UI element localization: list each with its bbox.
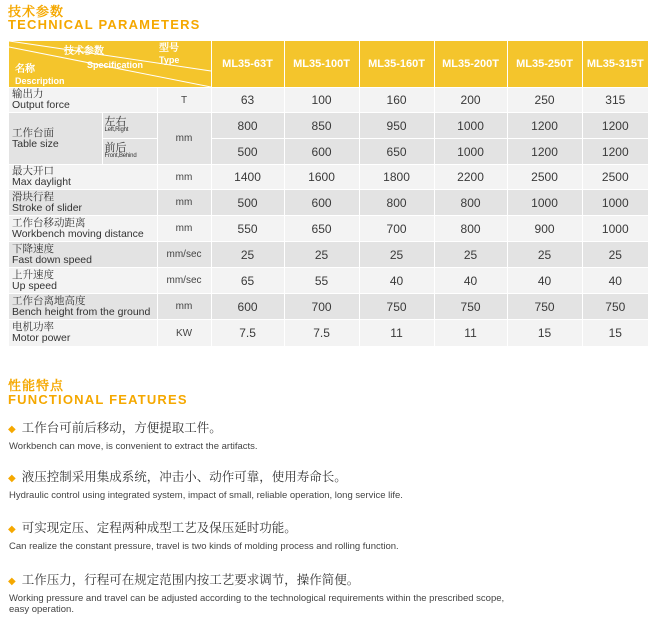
feature-cn: 液压控制采用集成系统，冲击小、动作可靠，使用寿命长。 [21, 470, 347, 484]
cell-value: 1200 [507, 113, 582, 139]
feature-en: Can realize the constant pressure, travel is two kinds of molding process and rolling function. [9, 541, 399, 552]
row-name-cn: 下降速度 [12, 242, 54, 255]
row-name-cn: 滑块行程 [12, 190, 54, 203]
table-row [9, 320, 648, 347]
header-name-cn: 名称 [15, 64, 35, 75]
cell-value: 1600 [284, 165, 359, 190]
row-unit: mm [157, 216, 211, 242]
row-name-en: Table size [12, 137, 59, 150]
cell-value: 850 [284, 113, 359, 139]
header-type-cn: 型号 [159, 43, 179, 54]
row-unit: mm [157, 113, 211, 165]
model-header: ML35-100T [284, 41, 359, 88]
cell-value: 1200 [507, 139, 582, 165]
feature-en: Working pressure and travel can be adjusted according to the technological requirements within the prescribed scope, easy operation. [9, 593, 505, 615]
cell-value: 950 [359, 113, 434, 139]
header-name-en: Description [15, 76, 65, 86]
cell-value: 25 [211, 242, 284, 268]
header-spec-en: Specification [87, 60, 144, 70]
cell-value: 315 [582, 88, 648, 113]
cell-value: 100 [284, 88, 359, 113]
diamond-bullet-icon: ◆ [8, 524, 16, 535]
cell-value: 700 [284, 294, 359, 320]
cell-value: 1000 [582, 216, 648, 242]
cell-value: 40 [582, 268, 648, 294]
row-name-en: Fast down speed [12, 253, 92, 266]
cell-value: 1200 [582, 113, 648, 139]
cell-value: 500 [211, 190, 284, 216]
model-header: ML35-160T [359, 41, 434, 88]
row-name-cn: 工作台面 [12, 126, 54, 139]
cell-value: 250 [507, 88, 582, 113]
feature-item [8, 470, 628, 501]
cell-value: 750 [582, 294, 648, 320]
feature-cn: 工作压力，行程可在规定范围内按工艺要求调节，操作简便。 [21, 573, 360, 587]
row-unit: mm/sec [157, 268, 211, 294]
diamond-bullet-icon: ◆ [8, 473, 16, 484]
cell-value: 600 [211, 294, 284, 320]
cell-value: 800 [359, 190, 434, 216]
cell-value: 40 [359, 268, 434, 294]
cell-value: 1000 [434, 139, 507, 165]
diamond-bullet-icon: ◆ [8, 576, 16, 587]
cell-value: 11 [359, 320, 434, 347]
header-corner-cell [9, 41, 211, 87]
row-name-cn: 上升速度 [12, 268, 54, 281]
sub-name-cn: 左右 [104, 116, 127, 128]
cell-value: 900 [507, 216, 582, 242]
feature-en: Workbench can move, is convenient to extract the artifacts. [9, 441, 258, 452]
feature-cn: 可实现定压、定程两种成型工艺及保压延时功能。 [21, 521, 297, 535]
table-row [9, 165, 648, 190]
feature-item [8, 573, 628, 615]
sub-name-cn: 前后 [104, 142, 127, 154]
table-row [9, 242, 648, 268]
feature-item [8, 421, 628, 452]
row-unit: mm [157, 190, 211, 216]
technical-title-en: TECHNICAL PARAMETERS [8, 17, 201, 32]
cell-value: 55 [284, 268, 359, 294]
row-unit: mm [157, 165, 211, 190]
row-name-cn: 电机功率 [12, 321, 54, 333]
technical-title-cn: 技术参数 [8, 4, 65, 19]
cell-value: 25 [284, 242, 359, 268]
cell-value: 25 [582, 242, 648, 268]
cell-value: 750 [359, 294, 434, 320]
sub-name-en: Left,Right [104, 127, 129, 133]
cell-value: 25 [434, 242, 507, 268]
cell-value: 160 [359, 88, 434, 113]
cell-value: 15 [582, 320, 648, 347]
cell-value: 2500 [582, 165, 648, 190]
row-name-cn: 最大开口 [12, 165, 54, 177]
cell-value: 1400 [211, 165, 284, 190]
row-unit: mm/sec [157, 242, 211, 268]
row-name-en: Up speed [12, 279, 57, 292]
features-title-cn: 性能特点 [8, 378, 65, 393]
table-row [9, 216, 648, 242]
cell-value: 750 [507, 294, 582, 320]
cell-value: 40 [507, 268, 582, 294]
cell-value: 63 [211, 88, 284, 113]
table-row [9, 88, 648, 113]
row-name-en: Stroke of slider [12, 201, 83, 214]
header-spec-cn: 技术参数 [64, 46, 104, 57]
cell-value: 800 [211, 113, 284, 139]
cell-value: 2200 [434, 165, 507, 190]
table-header-row [9, 41, 648, 88]
row-name-cn: 输出力 [12, 88, 44, 100]
cell-value: 550 [211, 216, 284, 242]
cell-value: 40 [434, 268, 507, 294]
cell-value: 1000 [582, 190, 648, 216]
cell-value: 15 [507, 320, 582, 347]
cell-value: 700 [359, 216, 434, 242]
row-unit: T [157, 88, 211, 113]
cell-value: 1800 [359, 165, 434, 190]
parameters-table [9, 41, 648, 347]
cell-value: 600 [284, 139, 359, 165]
cell-value: 11 [434, 320, 507, 347]
row-unit: KW [157, 320, 211, 347]
cell-value: 800 [434, 190, 507, 216]
cell-value: 7.5 [284, 320, 359, 347]
model-header: ML35-250T [507, 41, 582, 88]
cell-value: 25 [507, 242, 582, 268]
table-row [9, 294, 648, 320]
feature-cn: 工作台可前后移动，方便提取工件。 [21, 421, 222, 435]
cell-value: 25 [359, 242, 434, 268]
row-unit: mm [157, 294, 211, 320]
feature-en: Hydraulic control using integrated system, impact of small, reliable operation, long service life. [9, 490, 403, 501]
row-name-en: Output force [12, 99, 70, 111]
table-row [9, 139, 648, 165]
cell-value: 1000 [507, 190, 582, 216]
row-name-cn: 工作台离地高度 [12, 294, 86, 307]
table-row [9, 190, 648, 216]
feature-item [8, 521, 628, 552]
cell-value: 7.5 [211, 320, 284, 347]
row-name-en: Motor power [12, 332, 71, 344]
cell-value: 750 [434, 294, 507, 320]
cell-value: 500 [211, 139, 284, 165]
cell-value: 650 [359, 139, 434, 165]
table-row [9, 268, 648, 294]
cell-value: 65 [211, 268, 284, 294]
table-row [9, 113, 648, 139]
cell-value: 600 [284, 190, 359, 216]
cell-value: 800 [434, 216, 507, 242]
row-name-cn: 工作台移动距离 [12, 216, 86, 229]
model-header: ML35-315T [582, 41, 648, 88]
model-header: ML35-63T [211, 41, 284, 88]
cell-value: 1200 [582, 139, 648, 165]
cell-value: 1000 [434, 113, 507, 139]
row-name-en: Max daylight [12, 176, 71, 188]
header-type-en: Type [159, 55, 180, 65]
cell-value: 200 [434, 88, 507, 113]
features-title-en: FUNCTIONAL FEATURES [8, 392, 188, 407]
row-name-en: Workbench moving distance [12, 227, 144, 240]
cell-value: 650 [284, 216, 359, 242]
cell-value: 2500 [507, 165, 582, 190]
sub-name-en: Front,Behind [104, 153, 137, 159]
row-name-en: Bench height from the ground [12, 305, 151, 318]
model-header: ML35-200T [434, 41, 507, 88]
diamond-bullet-icon: ◆ [8, 424, 16, 435]
